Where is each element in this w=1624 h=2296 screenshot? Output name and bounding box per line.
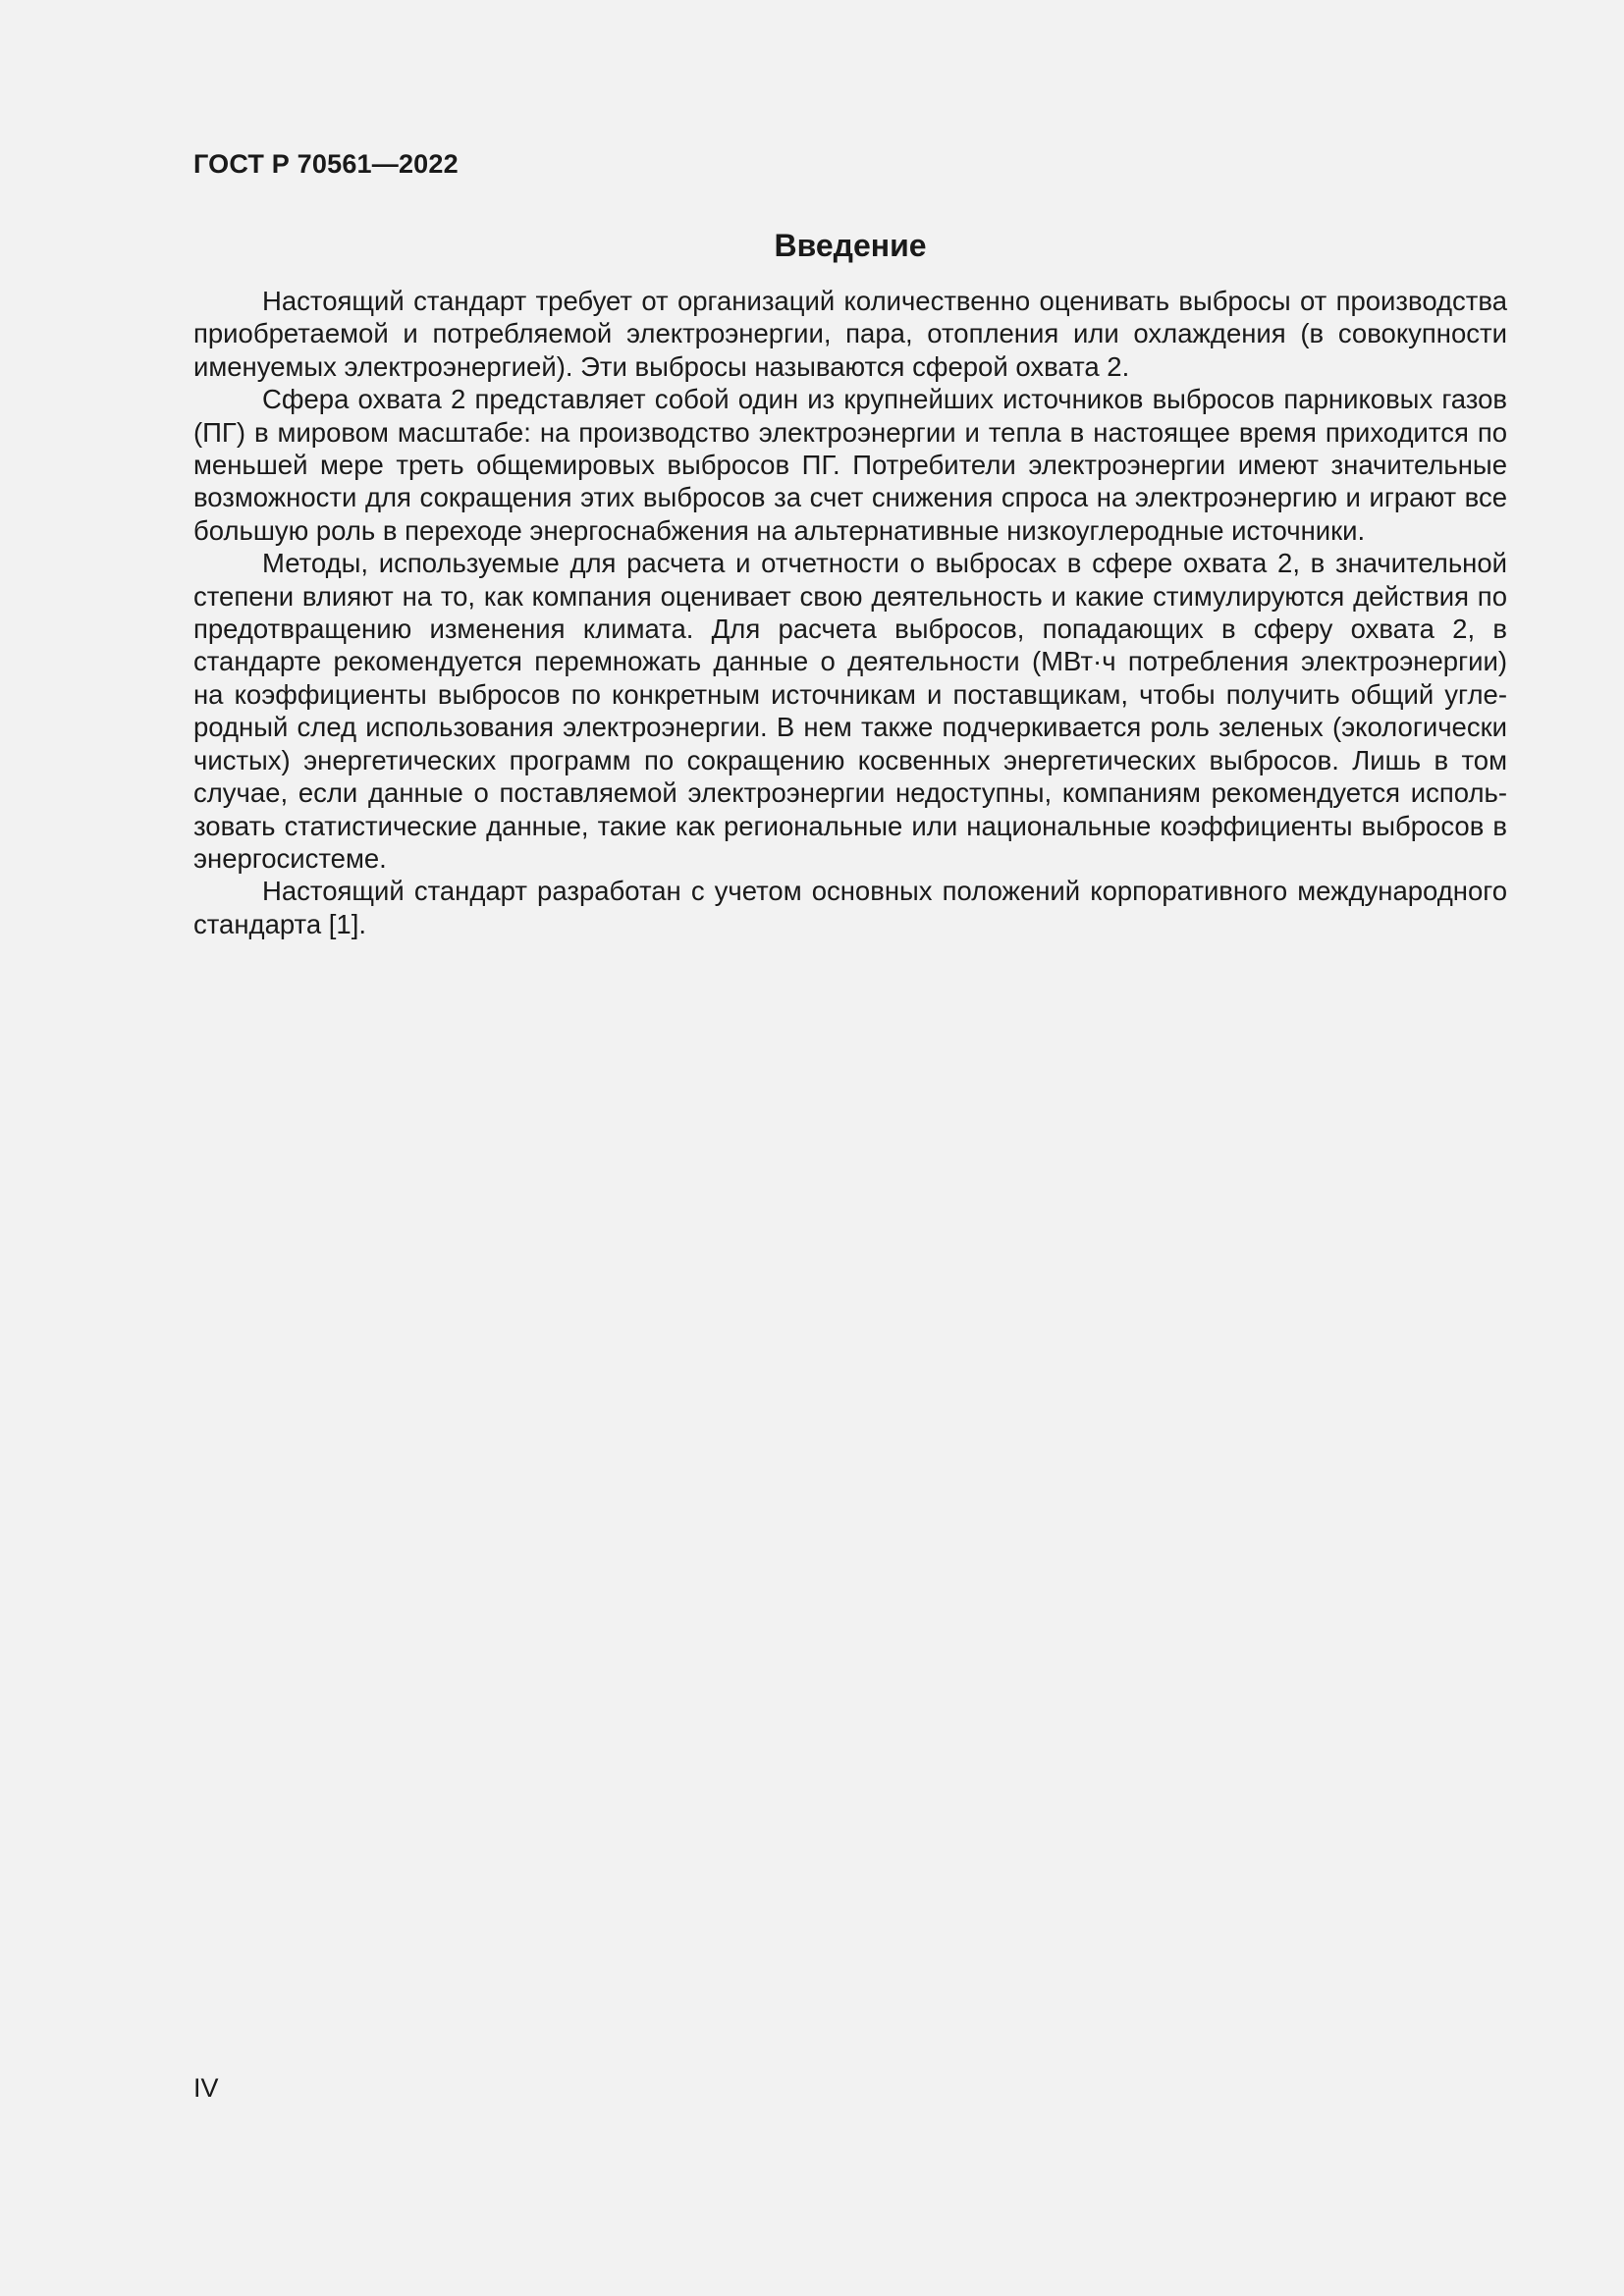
- body-text: [193, 285, 1507, 940]
- paragraph: Настоящий стандарт разработан с учетом основных положений корпоративного международного стандарта [1].: [193, 876, 1507, 939]
- paragraph: Сфера охвата 2 представляет собой один из крупнейших источников выбросов парниковых газов (ПГ) в мировом масштабе: на производство электроэнергии и тепла в настоящее время приходится по меньшей мере треть общемировых выбросов ПГ. Потребители электроэнергии имеют значительные возможности для сокращения этих выбросов за счет снижения спроса на электроэнергию и играют все большую роль в переходе энергоснабжения на альтернативные низкоуглеродные источники.: [193, 384, 1507, 546]
- page-number: IV: [193, 2073, 219, 2103]
- paragraph: Настоящий стандарт требует от организаций количественно оценивать выбросы от производства приобретаемой и потребляемой электроэнергии, пара, отопления или охлаждения (в совокупности именуемых электроэнергией). Эти выбросы называются сферой охвата 2.: [193, 286, 1507, 382]
- section-title: Введение: [774, 228, 927, 263]
- standard-id-header: ГОСТ Р 70561—2022: [193, 149, 459, 179]
- paragraph: Методы, используемые для расчета и отчетности о выбросах в сфере охвата 2, в значительной степени влияют на то, как компания оценивает свою деятельность и какие стимулируются действия по предотвращению изменения климата. Для расчета выбросов, попадающих в сферу охвата 2, в стандарте рекомендуется перемножать данные о деятельности (МВт·ч потребления электроэнергии) на коэффициенты выбросов по конкретным источникам и поставщикам, чтобы получить общий углеродный след использования электроэнергии. В нем также подчеркивается роль зеленых (экологически чистых) энергетических программ по сокращению косвенных энергетических выбросов. Лишь в том случае, если данные о поставляемой электроэнергии недоступны, компаниям рекомендуется использовать статистические данные, такие как региональные или национальные коэффициенты выбросов в энергосистеме.: [193, 548, 1507, 874]
